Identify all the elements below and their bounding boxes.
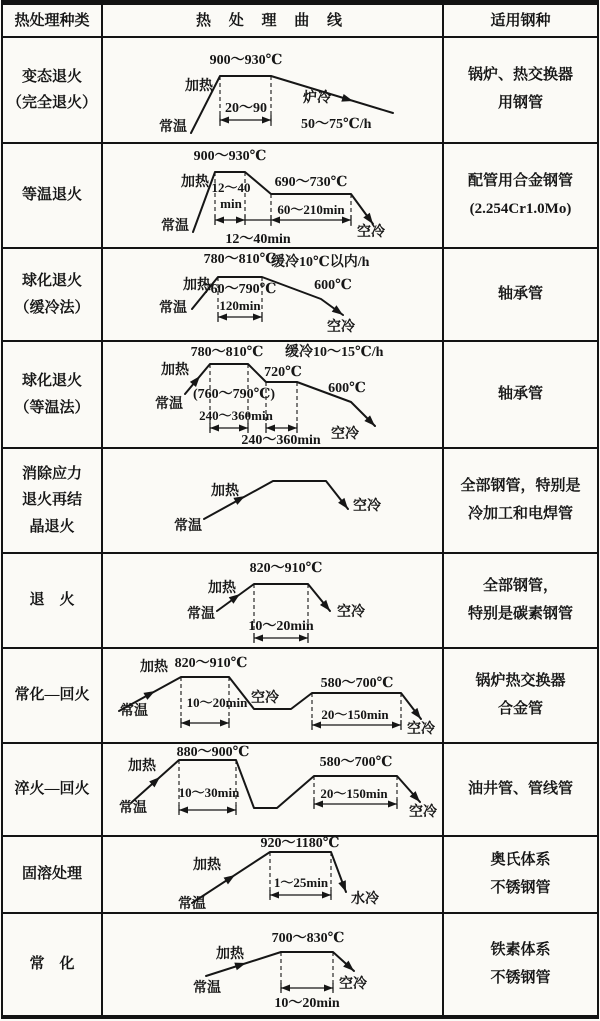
peak-temp-label: 820～910℃ xyxy=(249,561,323,576)
steel-type-line: 全部钢管， xyxy=(482,577,558,594)
dimension-arrow xyxy=(218,312,262,322)
second-temp-label: 720℃ xyxy=(264,365,302,380)
peak-temp-label: 900～930℃ xyxy=(209,53,283,68)
heating-label: 加热 xyxy=(185,79,213,94)
steel-type-cell xyxy=(444,649,597,742)
process-type-cell xyxy=(3,38,103,142)
curve-diagram-row4 xyxy=(103,342,444,447)
dimension-arrow xyxy=(179,799,397,815)
curve-diagram-row7 xyxy=(103,649,444,742)
hold-time-label: 10～20min xyxy=(274,996,340,1011)
ambient-label: 常温 xyxy=(159,301,187,316)
process-type-line: 变态退火 xyxy=(21,68,82,85)
steel-type-cell xyxy=(444,837,597,912)
steel-type-line: 合金管 xyxy=(497,700,543,717)
table-header-row xyxy=(3,5,597,38)
header-curve-col: 热 处 理 曲 线 xyxy=(103,5,444,36)
hold-time-label: 240～360min xyxy=(199,408,273,423)
ambient-label: 常温 xyxy=(178,897,206,912)
slow-cool-rate-label: 缓冷10℃以内/h xyxy=(271,255,370,270)
cool-rate-label: 50～75℃/h xyxy=(301,117,372,132)
furnace-cool-label: 炉冷 xyxy=(303,91,331,106)
peak-temp-label: 900～930℃ xyxy=(193,149,267,164)
process-type-cell xyxy=(3,249,103,340)
curve-cell xyxy=(103,342,444,447)
curve-cell xyxy=(103,649,444,742)
hold-time-label: 10～30min xyxy=(178,785,240,800)
steel-type-cell xyxy=(444,342,597,447)
hold-time-unit: min xyxy=(220,196,242,211)
process-type-cell xyxy=(3,649,103,742)
process-type-cell xyxy=(3,342,103,447)
air-cool-label: 空冷 xyxy=(357,225,385,240)
air-cool-label: 空冷 xyxy=(339,977,367,992)
steel-type-cell xyxy=(444,144,597,247)
curve-diagram-row10 xyxy=(103,914,444,1015)
steel-type-line: 用钢管 xyxy=(497,95,543,111)
peak-temp-label: 920～1180℃ xyxy=(260,837,340,851)
heating-label: 加热 xyxy=(161,363,189,378)
air-cool-label: 空冷 xyxy=(331,427,359,442)
table-row xyxy=(3,38,597,144)
alt-temp-label: (760～790℃) xyxy=(192,387,276,402)
curve-diagram-row1 xyxy=(103,38,444,142)
curve-cell xyxy=(103,249,444,340)
peak-temp-label: 780～810℃ xyxy=(203,252,277,267)
second-temp-label: 690～730℃ xyxy=(274,175,348,190)
curve-diagram-row5 xyxy=(103,449,444,552)
ambient-label: 常温 xyxy=(193,981,221,996)
steel-type-line: 锅炉、热交换器 xyxy=(467,67,573,84)
ambient-label: 常温 xyxy=(159,120,187,135)
curve-cell xyxy=(103,449,444,552)
steel-type-cell xyxy=(444,449,597,552)
process-type-line: 球化退火 xyxy=(21,373,82,390)
steel-type-line: 特别是碳素钢管 xyxy=(467,605,573,622)
process-type-line: （等温法） xyxy=(14,399,90,416)
peak-temp-label: 880～900℃ xyxy=(176,745,250,760)
hold-time-label: 20～150min xyxy=(321,707,389,722)
peak-temp-label: 700～830℃ xyxy=(271,931,345,946)
heating-label: 加热 xyxy=(211,484,239,499)
heating-label: 加热 xyxy=(193,858,221,873)
air-cool-label: 空冷 xyxy=(409,805,437,820)
steel-type-line: (2.254Cr1.0Mo) xyxy=(469,200,572,217)
air-cool-label: 空冷 xyxy=(251,691,279,706)
curve-cell xyxy=(103,144,444,247)
table-row xyxy=(3,744,597,837)
process-type-line: 球化退火 xyxy=(21,273,82,290)
air-cool-label: 空冷 xyxy=(353,499,381,514)
ambient-label: 常温 xyxy=(187,607,215,622)
hold-time-label: 10～20min xyxy=(186,695,248,710)
curve-cell xyxy=(103,837,444,912)
heating-label: 加热 xyxy=(181,175,209,190)
ambient-label: 常温 xyxy=(155,397,183,412)
process-type-cell xyxy=(3,449,103,552)
curve-diagram-row9 xyxy=(103,837,444,912)
header-type-col: 热处理种类 xyxy=(3,5,103,36)
process-type-line: 固溶处理 xyxy=(21,866,82,883)
steel-type-line: 不锈钢管 xyxy=(490,879,551,896)
dimension-arrow xyxy=(254,633,308,643)
heating-label: 加热 xyxy=(183,278,211,293)
peak-temp-label: 820～910℃ xyxy=(174,656,248,671)
process-type-line: 等温退火 xyxy=(21,187,82,204)
hold-time-label: 20～90 xyxy=(225,101,267,116)
steel-type-cell xyxy=(444,744,597,835)
process-type-line: 退 火 xyxy=(29,592,75,609)
table-row xyxy=(3,342,597,449)
ambient-label: 常温 xyxy=(161,219,189,234)
table-row xyxy=(3,554,597,649)
hold-time-label: 12～40 xyxy=(211,180,251,195)
dimension-arrow xyxy=(220,115,271,125)
steel-type-line: 轴承管 xyxy=(497,285,543,302)
heating-label: 加热 xyxy=(208,581,236,596)
table-row xyxy=(3,249,597,342)
curve-cell xyxy=(103,554,444,647)
second-temp-label: 580～700℃ xyxy=(319,755,393,770)
curve-cell xyxy=(103,744,444,835)
air-cool-label: 空冷 xyxy=(407,722,435,737)
table-row xyxy=(3,144,597,249)
steel-type-line: 全部钢管，特别是 xyxy=(460,477,581,494)
table-row xyxy=(3,649,597,744)
dimension-arrow xyxy=(210,423,297,433)
steel-type-line: 锅炉热交换器 xyxy=(475,672,566,689)
table-row xyxy=(3,837,597,914)
steel-type-line: 配管用合金钢管 xyxy=(467,172,573,189)
total-time-label: 12～40min xyxy=(225,232,291,247)
process-type-line: （缓冷法） xyxy=(14,299,90,316)
steel-type-line: 奥氏体系 xyxy=(490,851,551,868)
header-steel-col: 适用钢种 xyxy=(490,12,551,29)
process-type-cell xyxy=(3,744,103,835)
table-row xyxy=(3,449,597,554)
steel-type-cell xyxy=(444,554,597,647)
process-type-line: 退火再结 xyxy=(21,492,82,509)
ambient-label: 常温 xyxy=(119,801,147,816)
total-time-label: 240～360min xyxy=(241,433,321,447)
hold-time-label: 20～150min xyxy=(320,786,388,801)
steel-type-cell xyxy=(444,38,597,142)
process-type-cell xyxy=(3,144,103,247)
hold-time-label: 120min xyxy=(219,298,261,313)
alt-temp-label: 760～790℃ xyxy=(203,282,277,297)
heating-label: 加热 xyxy=(140,660,168,675)
ambient-label: 常温 xyxy=(174,519,202,534)
peak-temp-label: 780～810℃ xyxy=(190,345,264,360)
steel-type-cell xyxy=(444,249,597,340)
steel-type-cell xyxy=(444,914,597,1015)
process-type-cell xyxy=(3,837,103,912)
hold-time-label: 1～25min xyxy=(273,875,329,890)
curve-diagram-row3 xyxy=(103,249,444,340)
dimension-arrow xyxy=(270,890,331,900)
hold-time-label: 10～20min xyxy=(248,619,314,634)
ambient-label: 常温 xyxy=(120,704,148,719)
heating-label: 加热 xyxy=(128,759,156,774)
curve-cell xyxy=(103,38,444,142)
heating-label: 加热 xyxy=(216,947,244,962)
air-cool-label: 空冷 xyxy=(327,320,355,335)
curve-diagram-row2 xyxy=(103,144,444,247)
slow-cool-rate-label: 缓冷10～15℃/h xyxy=(285,345,384,360)
steel-type-line: 油井管、管线管 xyxy=(467,780,573,797)
hold-time-label: 60～210min xyxy=(277,202,345,217)
curve-cell xyxy=(103,914,444,1015)
steel-type-line: 冷加工和电焊管 xyxy=(467,505,573,522)
bend-temp-label: 600℃ xyxy=(328,381,366,396)
steel-type-line: 不锈钢管 xyxy=(490,969,551,986)
steel-type-line: 轴承管 xyxy=(497,385,543,402)
heat-treatment-table xyxy=(1,0,599,1019)
curve-diagram-row8 xyxy=(103,744,444,835)
process-type-line: （完全退火） xyxy=(6,95,97,111)
process-type-line: 消除应力 xyxy=(21,466,82,483)
bend-temp-label: 600℃ xyxy=(314,278,352,293)
process-type-line: 常 化 xyxy=(29,956,75,973)
second-temp-label: 580～700℃ xyxy=(320,676,394,691)
dimension-arrow xyxy=(281,983,333,993)
steel-type-line: 铁素体系 xyxy=(490,941,551,958)
process-type-line: 淬火—回火 xyxy=(14,781,90,798)
process-type-line: 晶退火 xyxy=(29,518,75,535)
process-type-cell xyxy=(3,554,103,647)
water-cool-label: 水冷 xyxy=(351,892,379,907)
curve-diagram-row6 xyxy=(103,554,444,647)
process-type-cell xyxy=(3,914,103,1015)
table-row xyxy=(3,914,597,1015)
process-type-line: 常化—回火 xyxy=(14,687,90,704)
air-cool-label: 空冷 xyxy=(337,605,365,620)
